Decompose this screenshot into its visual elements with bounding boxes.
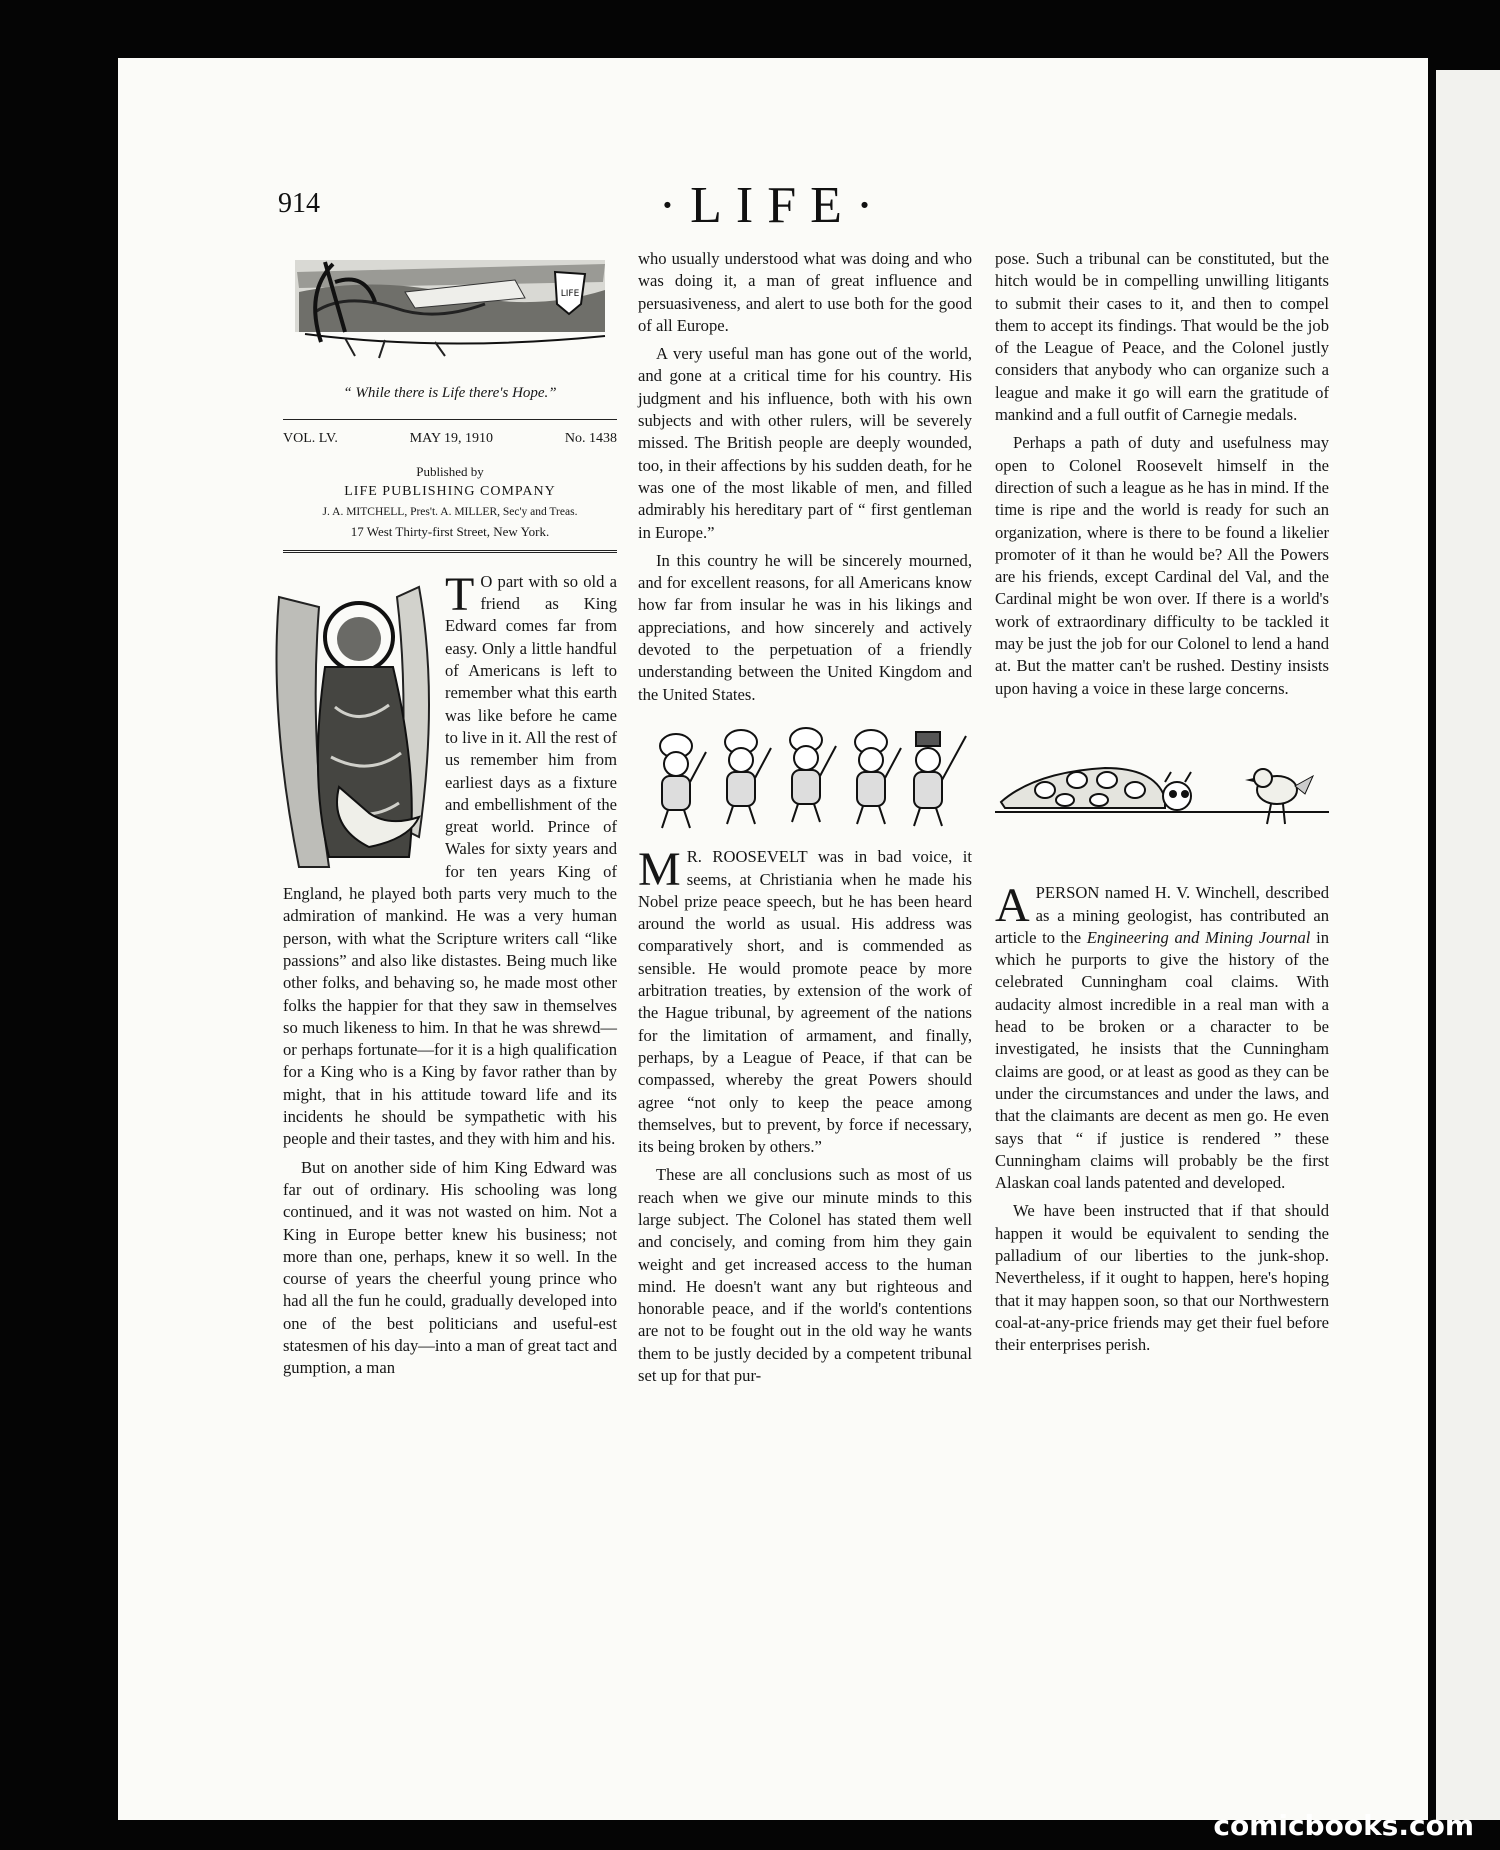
drop-cap-t: T [445,567,475,621]
angel-illustration [269,577,439,877]
winchell-paragraph-1-end: in which he purports to give the history of the celebrated Cunningham coal claims. With audacity almost incredible in a real man with a head to be broken or a character to be investigated, he insists that the Cunningham claims are good, or at least as good as they can be under the circumstances and under the laws, and that the claimants are decent as men go. He even says that “ if justice is rendered ” these Cunningham claims will probably be the first Alaskan coal lands patented and developed. [995,927,1329,1193]
issue-date: MAY 19, 1910 [409,430,494,446]
column-2 [638,248,972,1393]
publisher-block [283,462,617,553]
drop-cap-m: M [638,843,681,897]
journal-title: Engineering and Mining Journal [1086,927,1311,947]
drop-cap-a: A [995,879,1030,933]
watermark: comicbooks.com [1213,1809,1474,1842]
publisher-officers: J. A. MITCHELL, Pres't. A. MILLER, Sec'y and Treas. [322,505,578,518]
header-vignette-illustration [285,252,615,362]
edward-paragraph-5: In this country he will be sincerely mourned, and for excellent reasons, for all Americans know how far from insular he was in his likings and appreciations, and how sincerely and actively devoted to the perpetuation of a friendly understanding between the United Kingdom and the United States. [638,550,972,704]
column-3 [995,248,1329,1362]
winchell-paragraph-1-start: PERSON named H. V. Winchell, described as a mining geologist, has contributed an article to the [995,883,1329,947]
page-gutter [1428,58,1436,1820]
roosevelt-paragraph-4: Perhaps a path of duty and usefulness may open to Colonel Roosevelt himself in the direction of such a league as he has in mind. If the time is ripe and the world is ready for such an organization, where is there to be found a likelier promoter of it than he would be? All the Powers are his friends, except Cardinal del Val, and the Cardinal might be won over. If there is a world's work of extraordinary difficulty to be tackled it may be just the job for our Colonel to lend a hand at. But the matter can't be rushed. Destiny insists upon having a voice in these large concerns. [995,433,1329,698]
svg-text:LIFE: LIFE [560,289,580,299]
roosevelt-paragraph-1: R. ROOSEVELT was in bad voice, it seems, at Christiania when he made his Nobel prize peace speech, but he has been heard around the world as usual. His address was comparatively short, and is commended as sensible. He would promote peace by more arbitration treaties, by extension of the work of the Hague tribunal, by agreement of the nations for the limitation of armament, and finally, perhaps, by a League of Peace, if that can be compassed, whereby the great Powers should agree “not only to keep the peace among themselves, but to prevent, by force if necessary, its being broken by others.” [638,847,972,1157]
magazine-page [118,58,1428,1820]
masthead-title: ·LIFE· [658,177,888,234]
issue-line [283,419,617,450]
winchell-paragraph-2: We have been instructed that if that should happen it would be equivalent to sending the palladium of our liberties to the junk-shop. Nevertheless, if it ought to happen, here's hoping that it may happen soon, so that our Northwestern coal-at-any-price friends may get their fuel before their enterprises perish. [995,1201,1329,1355]
edward-paragraph-2: But on another side of him King Edward was far out of ordinary. His schooling was long continued, and it was not wasted on him. Not a King in Europe better knew his business; not more than one, perhaps, knew it so well. In the course of years the cheerful young prince who had all the fun he could, gradually developed into one of the best politicians and useful-est statesmen of his day—into a man of great tact and gumption, a man [283,1157,617,1378]
marching-police-illustration [638,722,972,832]
roosevelt-paragraph-3: pose. Such a tribunal can be constituted, but the hitch would be in compelling unwilling litigants to submit their cases to it, and then to compel them to accept its findings. That would be the job of the League of Peace, and the Colonel justly considers that anybody who can organize such a league and make it go will earn the gratitude of mankind and a full outfit of Carnegie medals. [995,249,1329,425]
publisher-name: LIFE PUBLISHING COMPANY [344,483,556,499]
page-number: 914 [278,188,320,219]
volume-number: VOL. LV. [283,430,338,446]
edward-paragraph-1: O part with so old a friend as King Edward comes far from easy. Only a little handful of Americans is left to remember what this earth was like before he came to live in it. All the rest of us remember him from earliest days as a fixture and embellishment of the great world. Prince of Wales for sixty years and for ten years King of England, he played both parts very much to the admiration of mankind. He was a very human person, with what the Scripture writers call “like passions” and also like distastes. Being much like other folks, and behaving so, he made most other folks the happier for that they saw in themselves so much likeness to him. In that he was shrewd—or perhaps fortunate—for it is a high qualification for a King who is a King by favor rather than by might, that in his attitude toward life and its incidents he should be sympathetic with his people and their tastes, and they with him and his. [283,571,617,1149]
motto: “ While there is Life there's Hope.” [343,385,557,402]
edward-paragraph-3: who usually understood what was doing and who was doing it, a man of great influence and persuasiveness, and alert to use both for the good of all Europe. [638,249,972,335]
column-1 [283,248,617,1386]
next-page-edge [1436,70,1500,1820]
issue-number: No. 1438 [564,430,617,446]
published-by: Published by [416,463,484,479]
publisher-address: 17 West Thirty-first Street, New York. [350,523,550,539]
roosevelt-paragraph-2: These are all conclusions such as most of us reach when we give our minute minds to this large subject. The Colonel has stated them well and concisely, and coming from him they gain weight and get increased access to the human mind. He doesn't want any but righteous and honorable peace, and if the world's contentions are not to be fought out in the old way he wants them to be justly decided by a competent tribunal set up for that pur- [638,1165,972,1386]
edward-paragraph-4: A very useful man has gone out of the world, and gone at a critical time for his country. His judgment and his influence, both with his own subjects and with other rulers, will be severely missed. The British people are deeply wounded, too, in their affections by his sudden death, for he was one of the most likable of men, and filled admirably his hereditary part of “ first gentleman in Europe.” [638,344,972,542]
tortoise-and-bird-illustration [995,742,1329,842]
